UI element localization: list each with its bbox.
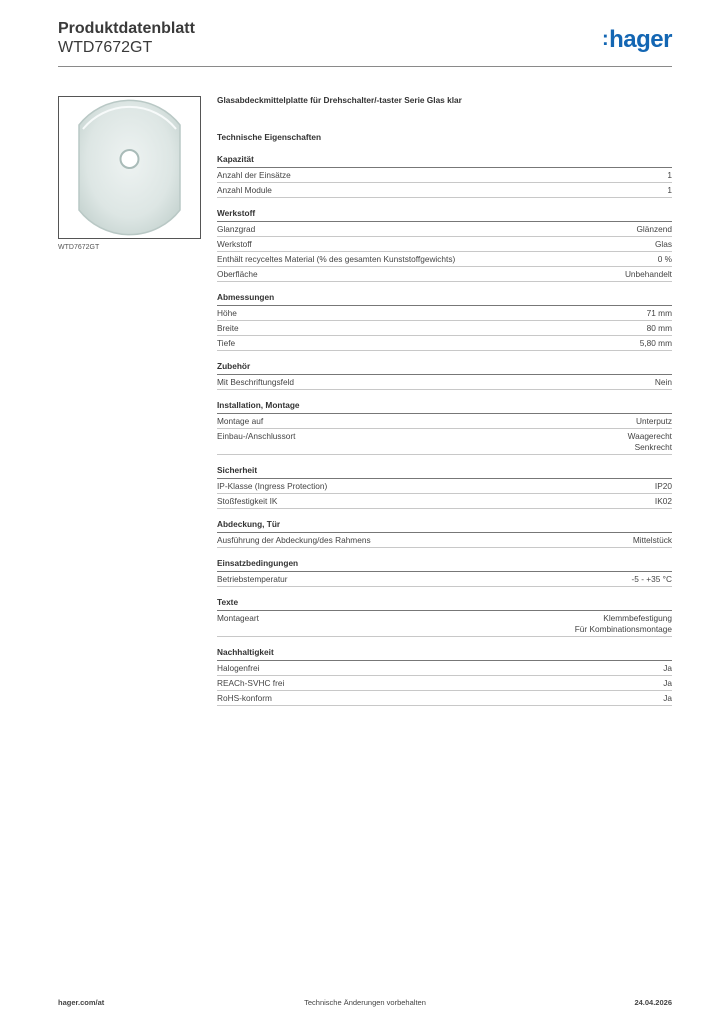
spec-value-line: 80 mm [646, 323, 672, 333]
spec-sections [217, 153, 672, 706]
spec-row [217, 168, 672, 183]
spec-row [217, 222, 672, 237]
spec-row [217, 479, 672, 494]
hager-logo: :hager [601, 26, 672, 53]
spec-value [655, 377, 672, 388]
section-title: Sicherheit [217, 464, 672, 479]
section-title: Einsatzbedingungen [217, 557, 672, 572]
spec-value [663, 678, 672, 689]
spec-label: Enthält recyceltes Material (% des gesamten Kunststoffgewichts) [217, 254, 456, 264]
spec-label: Halogenfrei [217, 663, 260, 673]
spec-section [217, 291, 672, 351]
section-title: Zubehör [217, 360, 672, 375]
spec-value-line: Ja [663, 678, 672, 688]
spec-value [625, 269, 672, 280]
spec-label: Breite [217, 323, 239, 333]
spec-label: Ausführung der Abdeckung/des Rahmens [217, 535, 371, 545]
spec-row [217, 429, 672, 455]
spec-section [217, 153, 672, 198]
spec-value [636, 416, 672, 427]
section-title: Werkstoff [217, 207, 672, 222]
spec-value-line: 5,80 mm [639, 338, 672, 348]
spec-value [632, 574, 672, 585]
spec-row [217, 691, 672, 706]
glass-cover-plate-image [59, 97, 200, 238]
spec-row [217, 237, 672, 252]
spec-value [655, 481, 672, 492]
spec-value-line: Unbehandelt [624, 269, 672, 279]
section-title: Installation, Montage [217, 399, 672, 414]
spec-value-line: Ja [663, 693, 672, 703]
product-code: WTD7672GT [58, 39, 153, 56]
spec-section [217, 360, 672, 390]
spec-row [217, 306, 672, 321]
spec-value [663, 693, 672, 704]
section-title: Texte [217, 596, 672, 611]
spec-value [655, 496, 672, 507]
technical-properties-title: Technische Eigenschaften [217, 132, 322, 142]
spec-label: Montage auf [217, 416, 264, 426]
spec-value-line: Ja [663, 663, 672, 673]
spec-value-line: 1 [667, 170, 672, 180]
spec-section [217, 557, 672, 587]
section-title: Abdeckung, Tür [217, 518, 672, 533]
header-divider [58, 66, 672, 67]
spec-value-line: Senkrecht [634, 442, 672, 452]
spec-label: Tiefe [217, 338, 236, 348]
spec-label: REACh-SVHC frei [217, 678, 285, 688]
spec-value-line: Für Kombinationsmontage [574, 624, 672, 634]
spec-section [217, 399, 672, 455]
spec-value-line: Klemmbefestigung [603, 613, 672, 623]
spec-section [217, 646, 672, 706]
spec-value [667, 185, 672, 196]
spec-value [658, 254, 672, 265]
spec-value-line: Waagerecht [627, 431, 672, 441]
spec-value-line: IK02 [654, 496, 672, 506]
spec-row [217, 611, 672, 637]
spec-value-line: Unterputz [636, 416, 672, 426]
spec-row [217, 676, 672, 691]
spec-value-line: 0 % [657, 254, 672, 264]
spec-label: Mit Beschriftungsfeld [217, 377, 295, 387]
image-caption: WTD7672GT [58, 244, 100, 251]
spec-value [655, 239, 672, 250]
spec-value-line: -5 - +35 °C [631, 574, 672, 584]
spec-row [217, 494, 672, 509]
spec-row [217, 183, 672, 198]
spec-label: Einbau-/Anschlussort [217, 431, 296, 441]
spec-row [217, 336, 672, 351]
spec-value-line: 71 mm [646, 308, 672, 318]
spec-row [217, 533, 672, 548]
spec-label: Anzahl Module [217, 185, 272, 195]
spec-label: Stoßfestigkeit IK [217, 496, 278, 506]
spec-value [640, 338, 672, 349]
spec-value-line: Mittelstück [632, 535, 672, 545]
spec-value [663, 663, 672, 674]
spec-value [647, 308, 672, 319]
section-title: Kapazität [217, 153, 672, 168]
footer-website[interactable]: hager.com/at [58, 998, 105, 1007]
product-image [58, 96, 201, 239]
spec-row [217, 252, 672, 267]
product-specs [217, 92, 672, 706]
spec-label: Werkstoff [217, 239, 252, 249]
page-title: Produktdatenblatt [58, 20, 195, 37]
spec-row [217, 661, 672, 676]
spec-row [217, 572, 672, 587]
spec-label: Höhe [217, 308, 237, 318]
logo-text: hager [609, 26, 672, 53]
spec-value-line: Glänzend [636, 224, 672, 234]
spec-row [217, 321, 672, 336]
product-description: Glasabdeckmittelplatte für Drehschalter/-taster Serie Glas klar [217, 95, 462, 105]
spec-label: IP-Klasse (Ingress Protection) [217, 481, 328, 491]
footer-date: 24.04.2026 [634, 998, 672, 1007]
spec-value-line: Glas [654, 239, 672, 249]
spec-label: RoHS-konform [217, 693, 272, 703]
spec-section [217, 464, 672, 509]
spec-value-line: 1 [667, 185, 672, 195]
spec-value [636, 224, 672, 235]
spec-label: Oberfläche [217, 269, 258, 279]
spec-value-line: IP20 [654, 481, 672, 491]
footer-note: Technische Änderungen vorbehalten [304, 998, 426, 1007]
spec-label: Glanzgrad [217, 224, 256, 234]
spec-value [633, 535, 672, 546]
section-title: Abmessungen [217, 291, 672, 306]
spec-label: Anzahl der Einsätze [217, 170, 291, 180]
spec-section [217, 596, 672, 637]
spec-label: Betriebstemperatur [217, 574, 288, 584]
section-title: Nachhaltigkeit [217, 646, 672, 661]
spec-section [217, 518, 672, 548]
spec-value [647, 323, 672, 334]
spec-value-line: Nein [654, 377, 672, 387]
spec-value [628, 431, 672, 453]
spec-value [575, 613, 672, 635]
spec-row [217, 375, 672, 390]
spec-row [217, 267, 672, 282]
spec-label: Montageart [217, 613, 259, 623]
spec-row [217, 414, 672, 429]
spec-value [667, 170, 672, 181]
spec-section [217, 207, 672, 282]
